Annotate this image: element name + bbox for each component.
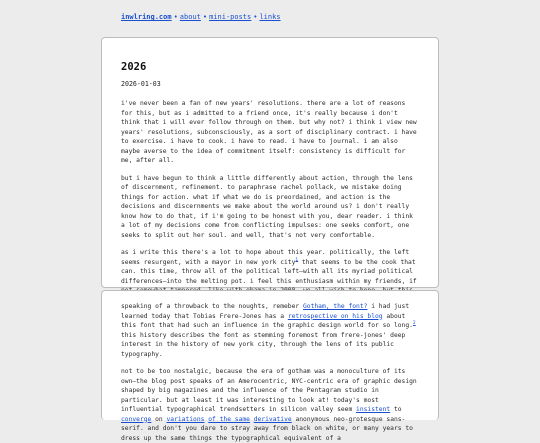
post-paragraph-2: but i have begun to think a little differently about action, through the lens of discernment, refinement. to paraphrase rachel pollack, we mistake doing things for action. what if what we do is preordained, and action is the decisions and discernments we make about the world around us? i don't really know how to do that, if i'm going to be honest with you, dear reader. i think a lot of my decisions come from conflicting impulses: one seeks comfort, one seeks to split out her soul. and well, that's not very comfortable. <box>121 174 413 239</box>
nav-mini-posts-link[interactable]: mini-posts <box>209 13 252 21</box>
paragraph-text: as i write this there's a lot to hope about this year. politically, the left seems resurgent, with a mayor in new york city <box>121 249 410 266</box>
top-navigation <box>121 13 281 22</box>
gotham-font-link[interactable]: Gotham, the font? <box>302 303 368 310</box>
post-card <box>101 37 439 288</box>
variations-link[interactable]: variations <box>166 415 205 423</box>
retrospective-blog-link[interactable]: retrospective on his blog <box>287 312 383 320</box>
post-title: 2026 <box>121 61 147 73</box>
footnote-ref-2[interactable] <box>413 321 416 326</box>
of-the-same-link[interactable]: of the same <box>208 415 250 423</box>
nav-separator: • <box>202 13 208 21</box>
post-paragraph-1: i've never been a fan of new years' resolutions. there are a lot of reasons for this, but as i admitted to a friend once, it's really because i don't think that i will ever follow through on them. but why not? i think i view new years' resolutions, subconsciously, as a sort of disciplinary contract. i have to exercise. i have to cook. i have to read. i have to journal. i am also maybe averse to the idea of commitment itself: consistency is difficult for me, after all. <box>121 100 417 164</box>
post-paragraph-5 <box>121 367 420 443</box>
post-paragraph-4 <box>121 302 420 359</box>
nav-separator: • <box>253 13 258 21</box>
paragraph-text: about this font that had such an influence in the graphic design world for so long. <box>121 312 413 329</box>
post-card-continued <box>101 290 439 442</box>
paragraph-text: to <box>390 406 402 413</box>
paragraph-text: this history describes the font as stemming foremost from frere-jones' deep interest in the history of new york city, through the lens of its public typography. <box>121 331 406 358</box>
insistent-link[interactable]: insistent <box>356 406 391 413</box>
nav-links-link[interactable]: links <box>259 13 281 21</box>
paragraph-text: that seems to be the cook that can. this time, throw all of the political left—with all its myriad political differences—into the melting pot. i feel this enthusiasm within my friends, if <box>121 258 417 285</box>
footnote-link[interactable]: 2 <box>412 320 416 326</box>
post-date: 2026-01-03 <box>121 80 161 88</box>
paragraph-text: i had just learned today that Tobias Frere-Jones has a <box>121 303 410 320</box>
footnote-link[interactable]: 1 <box>295 257 299 263</box>
converge-link[interactable]: converge <box>121 415 152 423</box>
nav-about-link[interactable]: about <box>179 13 201 21</box>
derivative-link[interactable]: derivative <box>253 415 292 423</box>
paragraph-text: not to be too nostalgic, because the era of gotham was a monoculture of its own—the blog post speaks of an Amerocentric, NYC-centric era of graphic design shaped by big magazines and the influence of the Pentagram studio in particular. but at least it was interesting to look at! today's most influential typographical trendsetters in silicon valley seem <box>121 368 417 413</box>
paragraph-text: speaking of a throwback to the noughts, remeber <box>121 303 303 310</box>
nav-separator: • <box>173 13 178 21</box>
site-home-link[interactable]: inwlring.com <box>121 13 172 21</box>
paragraph-text: anonymous neo-grotesque sans-serif. and don't you dare to stray away from black on white, or many years to dress up the same things the typographical equivalent of a <box>121 415 413 442</box>
paragraph-text: on <box>151 415 167 423</box>
